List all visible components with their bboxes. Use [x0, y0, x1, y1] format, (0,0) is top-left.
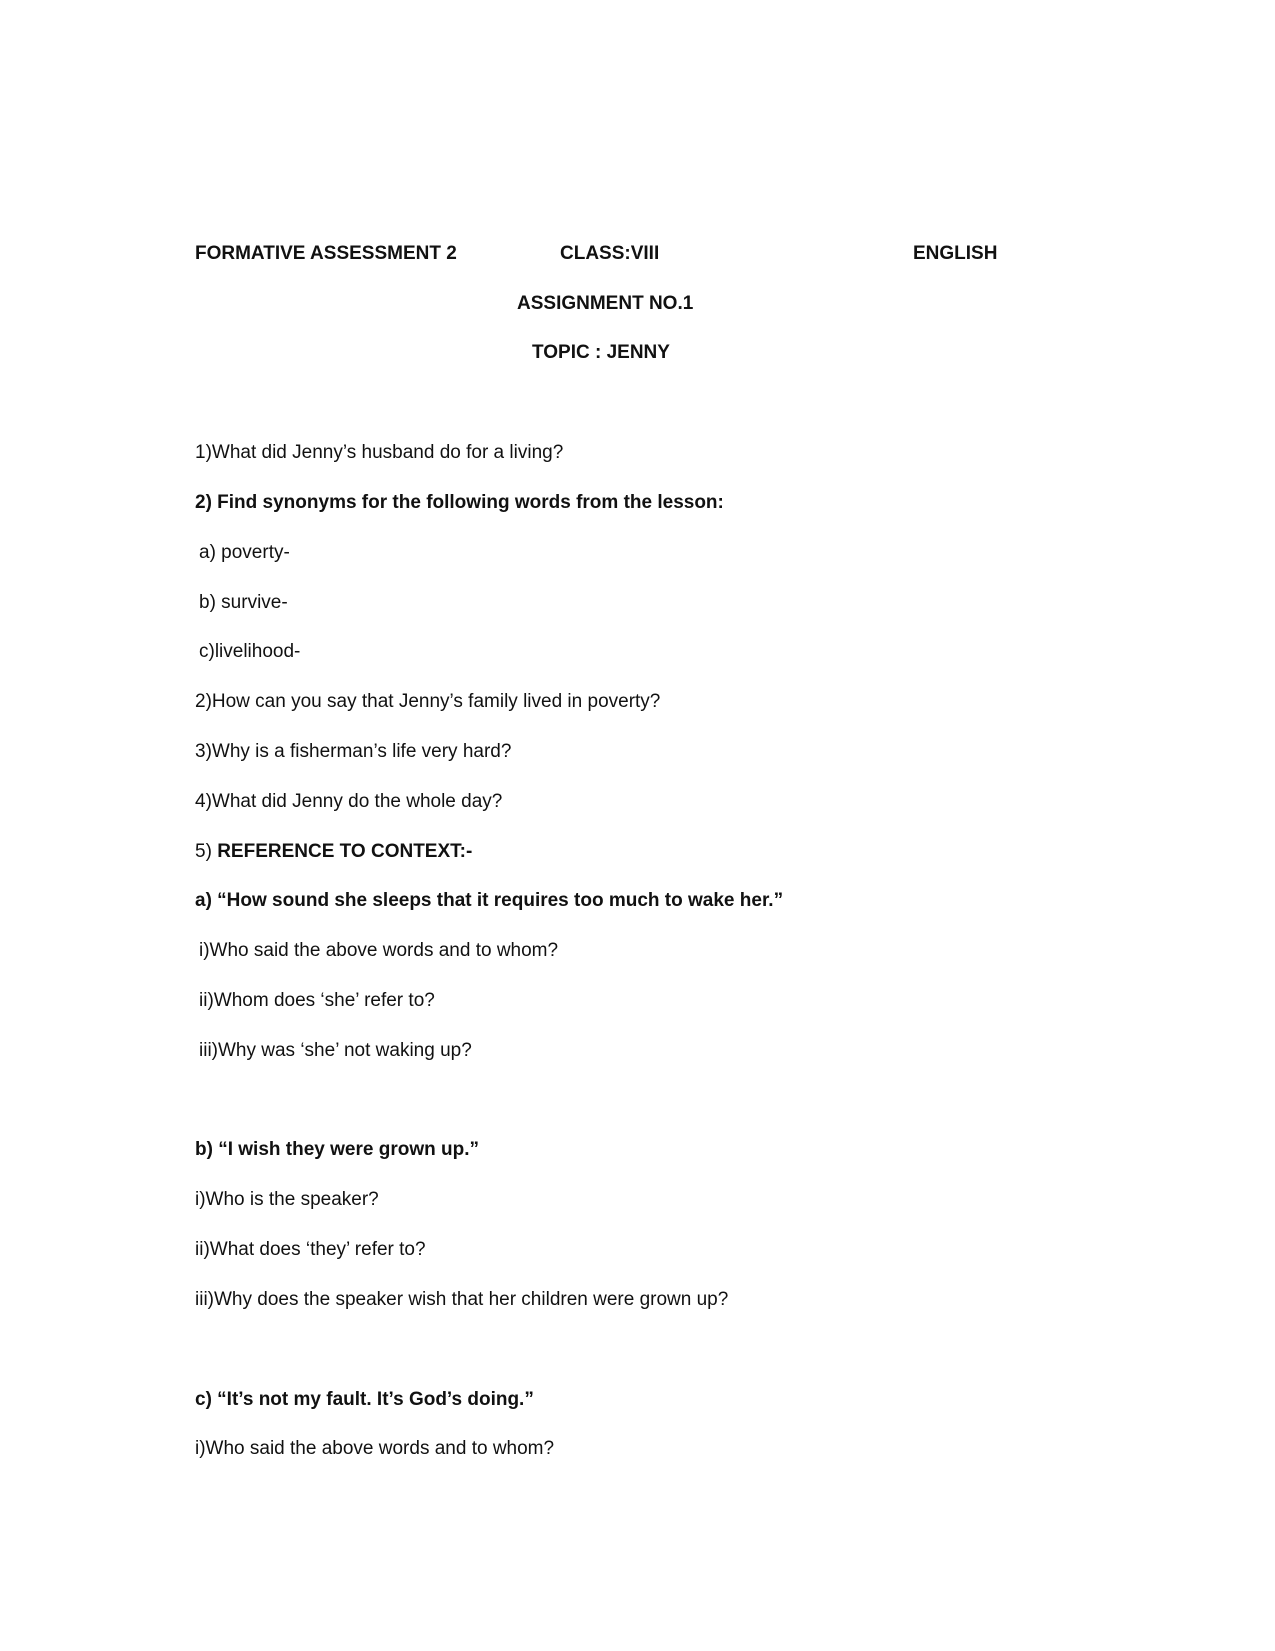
question-5-heading: REFERENCE TO CONTEXT:-	[217, 841, 473, 862]
context-a-item-2: ii)Whom does ‘she’ refer to?	[199, 990, 435, 1011]
header-assessment-title: FORMATIVE ASSESSMENT 2	[195, 243, 457, 264]
context-a-item-1: i)Who said the above words and to whom?	[199, 940, 559, 961]
context-a-item-3: iii)Why was ‘she’ not waking up?	[199, 1040, 472, 1061]
question-1: 1)What did Jenny’s husband do for a living?	[195, 442, 564, 463]
question-4: 4)What did Jenny do the whole day?	[195, 791, 503, 812]
question-3: 3)Why is a fisherman’s life very hard?	[195, 741, 512, 762]
assignment-title: ASSIGNMENT NO.1	[517, 293, 694, 314]
synonym-item-a: a) poverty-	[199, 542, 290, 563]
context-b-quote: b) “I wish they were grown up.”	[195, 1139, 479, 1160]
context-b-item-2: ii)What does ‘they’ refer to?	[195, 1239, 426, 1260]
context-b-item-1: i)Who is the speaker?	[195, 1189, 379, 1210]
question-2b: 2)How can you say that Jenny’s family lived in poverty?	[195, 691, 661, 712]
question-2-heading: 2) Find synonyms for the following words from the lesson:	[195, 492, 724, 513]
context-a-quote: a) “How sound she sleeps that it requires too much to wake her.”	[195, 890, 784, 911]
context-c-item-1: i)Who said the above words and to whom?	[195, 1438, 555, 1459]
synonym-item-c: c)livelihood-	[199, 641, 301, 662]
context-b-item-3: iii)Why does the speaker wish that her children were grown up?	[195, 1289, 729, 1310]
context-c-quote: c) “It’s not my fault. It’s God’s doing.”	[195, 1389, 534, 1410]
header-subject-label: ENGLISH	[913, 243, 998, 264]
header-class-label: CLASS:VIII	[560, 243, 660, 264]
question-5-number: 5)	[195, 841, 218, 862]
question-5	[195, 840, 472, 864]
topic-title: TOPIC : JENNY	[532, 342, 670, 363]
synonym-item-b: b) survive-	[199, 592, 288, 613]
